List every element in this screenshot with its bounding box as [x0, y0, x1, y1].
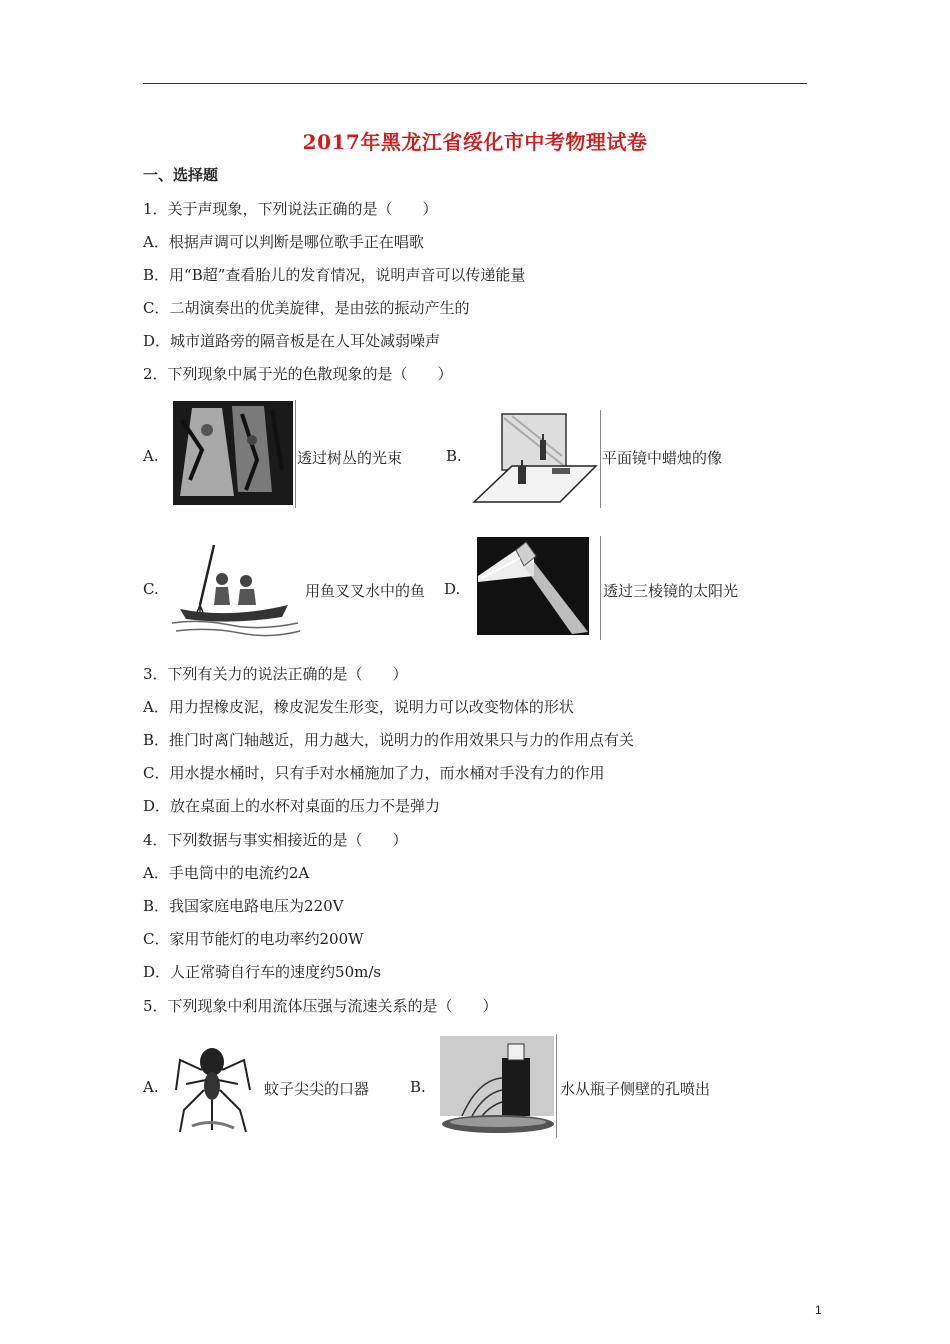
header-rule [143, 83, 807, 84]
question-2-caption-c: 用鱼叉叉水中的鱼 [305, 582, 426, 600]
question-2-letter-b: B. [446, 447, 462, 465]
question-4-option-c: C．家用节能灯的电功率约200W [143, 930, 364, 948]
image-border [556, 1034, 557, 1138]
page-number: 1 [815, 1303, 822, 1317]
question-4-option-d: D．人正常骑自行车的速度约50m/s [143, 963, 382, 981]
question-4-stem: 4．下列数据与事实相接近的是（ ） [143, 831, 408, 849]
question-3-option-d: D．放在桌面上的水杯对桌面的压力不是弹力 [143, 797, 441, 815]
question-2-caption-a: 透过树丛的光束 [297, 449, 403, 467]
mirror-candle-image [472, 410, 598, 506]
image-border [600, 410, 601, 508]
question-1-option-c: C．二胡演奏出的优美旋律，是由弦的振动产生的 [143, 299, 470, 317]
prism-sunlight-image [476, 536, 590, 636]
question-3-option-c: C．用水提水桶时，只有手对水桶施加了力，而水桶对手没有力的作用 [143, 764, 605, 782]
fishing-spear-image [170, 543, 302, 637]
question-4-option-a: A．手电筒中的电流约2A [143, 864, 310, 882]
section-heading: 一、选择题 [143, 166, 219, 184]
question-1-option-a: A．根据声调可以判断是哪位歌手正在唱歌 [143, 233, 424, 251]
question-1-stem: 1．关于声现象，下列说法正确的是（ ） [143, 200, 438, 218]
question-3-option-a: A．用力捏橡皮泥，橡皮泥发生形变，说明力可以改变物体的形状 [143, 698, 574, 716]
question-2-letter-d: D. [444, 580, 461, 598]
question-5-stem: 5．下列现象中利用流体压强与流速关系的是（ ） [143, 997, 498, 1015]
question-5-letter-a: A. [143, 1078, 159, 1096]
image-border [600, 536, 601, 640]
question-3-stem: 3．下列有关力的说法正确的是（ ） [143, 665, 408, 683]
question-2-letter-a: A. [143, 447, 159, 465]
question-2-caption-b: 平面镜中蜡烛的像 [602, 449, 723, 467]
question-2-caption-d: 透过三棱镜的太阳光 [603, 582, 739, 600]
question-5-letter-b: B. [410, 1078, 426, 1096]
question-5-caption-a: 蚊子尖尖的口器 [264, 1080, 370, 1098]
question-2-stem: 2．下列现象中属于光的色散现象的是（ ） [143, 365, 453, 383]
question-1-option-d: D．城市道路旁的隔音板是在人耳处减弱噪声 [143, 332, 441, 350]
question-5-caption-b: 水从瓶子侧壁的孔喷出 [560, 1080, 711, 1098]
mosquito-image [172, 1040, 254, 1136]
question-2-letter-c: C. [143, 580, 159, 598]
page-title: 2017年黑龙江省绥化市中考物理试卷 [302, 130, 648, 154]
question-1-option-b: B．用“B超”查看胎儿的发育情况，说明声音可以传递能量 [143, 266, 526, 284]
question-4-option-b: B．我国家庭电路电压为220V [143, 897, 344, 915]
question-3-option-b: B．推门时离门轴越近，用力越大，说明力的作用效果只与力的作用点有关 [143, 731, 635, 749]
tree-light-image [172, 400, 294, 506]
image-border [295, 400, 296, 508]
bottle-spout-image [438, 1034, 556, 1138]
